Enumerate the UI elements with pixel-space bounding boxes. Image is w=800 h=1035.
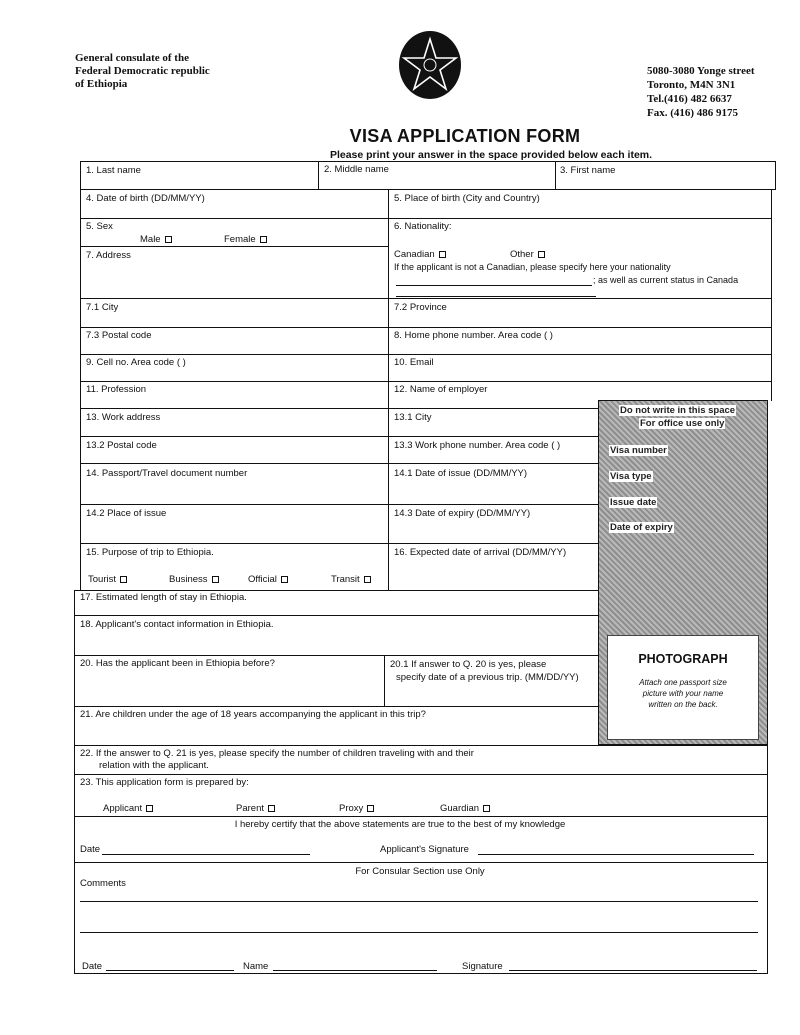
signature-input-line[interactable] — [478, 854, 754, 855]
photo-note-line: Attach one passport size — [639, 678, 727, 687]
row-line — [74, 655, 598, 656]
checkbox-icon[interactable] — [212, 576, 219, 583]
consulate-name — [75, 52, 210, 91]
checkbox-icon[interactable] — [281, 576, 288, 583]
field-profession[interactable]: 11. Profession — [86, 384, 147, 395]
applicant-signature-label: Applicant's Signature — [380, 844, 469, 855]
bottom-date-label: Date — [82, 961, 103, 972]
field-previous-trip-date[interactable]: specify date of a previous trip. (MM/DD/YY) — [396, 672, 579, 683]
col-line — [384, 655, 385, 706]
checkbox-icon[interactable] — [268, 805, 275, 812]
option-other[interactable] — [510, 249, 545, 260]
col-line — [767, 745, 768, 973]
field-children-count[interactable]: 22. If the answer to Q. 21 is yes, please specify the number of children traveling with and their — [80, 748, 474, 759]
col-line — [318, 161, 319, 189]
photograph-box[interactable] — [607, 635, 759, 740]
bottom-signature-label: Signature — [462, 961, 503, 972]
field-middle-name[interactable]: 2. Middle name — [324, 164, 389, 175]
certification-statement: I hereby certify that the above statements are true to the best of my knowledge — [234, 819, 566, 830]
field-issue-date[interactable]: 14.1 Date of issue (DD/MM/YY) — [394, 468, 528, 479]
row-line — [80, 543, 598, 544]
option-parent[interactable] — [236, 803, 275, 814]
photograph-note — [616, 677, 750, 710]
option-guardian[interactable] — [440, 803, 490, 814]
field-address[interactable]: 7. Address — [86, 250, 131, 261]
option-label: Other — [510, 249, 534, 260]
col-line — [80, 161, 81, 189]
field-place-of-birth[interactable]: 5. Place of birth (City and Country) — [394, 193, 540, 204]
address-line: Fax. (416) 486 9175 — [647, 107, 739, 119]
option-label: Transit — [331, 574, 360, 585]
office-visa-type: Visa type — [610, 471, 652, 482]
photograph-title: PHOTOGRAPH — [638, 652, 728, 666]
comments-label: Comments — [80, 878, 126, 889]
field-children-relation: relation with the applicant. — [99, 760, 209, 771]
field-city[interactable]: 7.1 City — [86, 302, 119, 313]
row-line — [80, 246, 389, 247]
field-work-phone[interactable]: 13.3 Work phone number. Area code ( ) — [394, 440, 561, 451]
checkbox-icon[interactable] — [367, 805, 374, 812]
checkbox-icon[interactable] — [120, 576, 127, 583]
col-line — [80, 189, 81, 591]
col-line — [555, 161, 556, 189]
office-visa-number: Visa number — [610, 445, 667, 456]
option-transit[interactable] — [331, 574, 371, 585]
option-label: Guardian — [440, 803, 480, 814]
nationality-input-line[interactable] — [396, 285, 592, 286]
row-line — [80, 218, 772, 219]
option-label: Official — [248, 574, 277, 585]
field-passport-number[interactable]: 14. Passport/Travel document number — [86, 468, 248, 479]
field-expiry-date[interactable]: 14.3 Date of expiry (DD/MM/YY) — [394, 508, 531, 519]
row-line — [80, 327, 772, 328]
option-label: Canadian — [394, 249, 435, 260]
option-proxy[interactable] — [339, 803, 374, 814]
row-line — [74, 774, 768, 775]
option-tourist[interactable] — [88, 574, 127, 585]
status-input-line[interactable] — [396, 296, 596, 297]
field-nationality: 6. Nationality: — [394, 221, 452, 232]
col-line — [771, 189, 772, 401]
field-work-postal[interactable]: 13.2 Postal code — [86, 440, 157, 451]
checkbox-icon[interactable] — [146, 805, 153, 812]
option-business[interactable] — [169, 574, 219, 585]
office-issue-date: Issue date — [610, 497, 657, 508]
field-work-address[interactable]: 13. Work address — [86, 412, 161, 423]
col-line — [74, 590, 75, 974]
row-line — [74, 745, 768, 746]
row-line — [74, 706, 598, 707]
photo-note-line: written on the back. — [648, 700, 718, 709]
bottom-name-line[interactable] — [273, 970, 437, 971]
checkbox-icon[interactable] — [260, 236, 267, 243]
field-date-of-birth[interactable]: 4. Date of birth (DD/MM/YY) — [86, 193, 205, 204]
nationality-note: If the applicant is not a Canadian, please specify here your nationality — [394, 262, 671, 272]
row-line — [80, 189, 776, 190]
row-line — [80, 381, 772, 382]
option-female[interactable] — [224, 234, 267, 245]
option-canadian[interactable] — [394, 249, 446, 260]
field-work-city[interactable]: 13.1 City — [394, 412, 432, 423]
field-sex: 5. Sex — [86, 221, 113, 232]
checkbox-icon[interactable] — [364, 576, 371, 583]
bottom-name-label: Name — [243, 961, 269, 972]
option-applicant[interactable] — [103, 803, 153, 814]
row-line — [80, 436, 598, 437]
date-input-line[interactable] — [102, 854, 310, 855]
consulate-line: General consulate of the — [75, 52, 189, 64]
comments-line[interactable] — [80, 901, 758, 902]
row-line — [80, 298, 772, 299]
comments-line[interactable] — [80, 932, 758, 933]
address-line: Toronto, M4N 3N1 — [647, 79, 736, 91]
option-official[interactable] — [248, 574, 288, 585]
row-line — [80, 504, 598, 505]
checkbox-icon[interactable] — [439, 251, 446, 258]
field-postal-code[interactable]: 7.3 Postal code — [86, 330, 152, 341]
field-children[interactable]: 21. Are children under the age of 18 years accompanying the applicant in this trip? — [80, 709, 426, 720]
field-arrival-date[interactable]: 16. Expected date of arrival (DD/MM/YY) — [394, 547, 567, 558]
option-label: Parent — [236, 803, 264, 814]
date-label: Date — [80, 844, 101, 855]
field-cell[interactable]: 9. Cell no. Area code ( ) — [86, 357, 186, 368]
office-title: Do not write in this space — [620, 405, 736, 416]
form-title: VISA APPLICATION FORM — [349, 126, 581, 146]
bottom-date-line[interactable] — [106, 970, 234, 971]
col-line — [775, 161, 776, 189]
checkbox-icon[interactable] — [483, 805, 490, 812]
field-contact-in-ethiopia[interactable]: 18. Applicant's contact information in Ethiopia. — [80, 619, 274, 630]
col-line — [388, 189, 389, 591]
field-been-before[interactable]: 20. Has the applicant been in Ethiopia before? — [80, 658, 275, 669]
checkbox-icon[interactable] — [165, 236, 172, 243]
consulate-address — [647, 64, 755, 120]
checkbox-icon[interactable] — [538, 251, 545, 258]
field-length-of-stay[interactable]: 17. Estimated length of stay in Ethiopia. — [80, 592, 247, 603]
row-line — [74, 615, 598, 616]
field-last-name[interactable]: 1. Last name — [86, 165, 141, 176]
consulate-line: Federal Democratic republic — [75, 65, 210, 77]
row-line — [74, 590, 598, 591]
row-line — [74, 816, 768, 817]
field-email[interactable]: 10. Email — [394, 357, 434, 368]
consular-section-title: For Consular Section use Only — [355, 866, 485, 877]
option-label: Applicant — [103, 803, 143, 814]
row-line — [74, 862, 768, 863]
row-line — [80, 161, 776, 162]
row-line — [74, 973, 768, 974]
field-purpose: 15. Purpose of trip to Ethiopia. — [86, 547, 214, 558]
photo-note-line: picture with your name — [642, 689, 724, 698]
option-male[interactable] — [140, 234, 172, 245]
form-subtitle: Please print your answer in the space provided below each item. — [329, 149, 653, 161]
option-label: Female — [224, 234, 256, 245]
emblem-seal — [398, 30, 462, 100]
row-line — [80, 408, 598, 409]
row-line — [80, 354, 772, 355]
consulate-line: of Ethiopia — [75, 78, 128, 90]
bottom-signature-line[interactable] — [509, 970, 757, 971]
address-line: 5080-3080 Yonge street — [647, 65, 755, 77]
row-line — [80, 463, 598, 464]
office-subtitle: For office use only — [640, 418, 725, 429]
field-home-phone[interactable]: 8. Home phone number. Area code ( ) — [394, 330, 553, 341]
option-label: Tourist — [88, 574, 116, 585]
nationality-status-note: ; as well as current status in Canada — [593, 275, 739, 285]
field-previous-trip: 20.1 If answer to Q. 20 is yes, please — [390, 659, 547, 670]
field-province[interactable]: 7.2 Province — [394, 302, 447, 313]
option-label: Business — [169, 574, 208, 585]
address-line: Tel.(416) 482 6637 — [647, 93, 732, 105]
field-first-name[interactable]: 3. First name — [560, 165, 616, 176]
office-expiry-date: Date of expiry — [610, 522, 673, 533]
option-label: Male — [140, 234, 161, 245]
field-issue-place[interactable]: 14.2 Place of issue — [86, 508, 167, 519]
field-employer[interactable]: 12. Name of employer — [394, 384, 488, 395]
option-label: Proxy — [339, 803, 364, 814]
field-prepared-by: 23. This application form is prepared by: — [80, 777, 249, 788]
